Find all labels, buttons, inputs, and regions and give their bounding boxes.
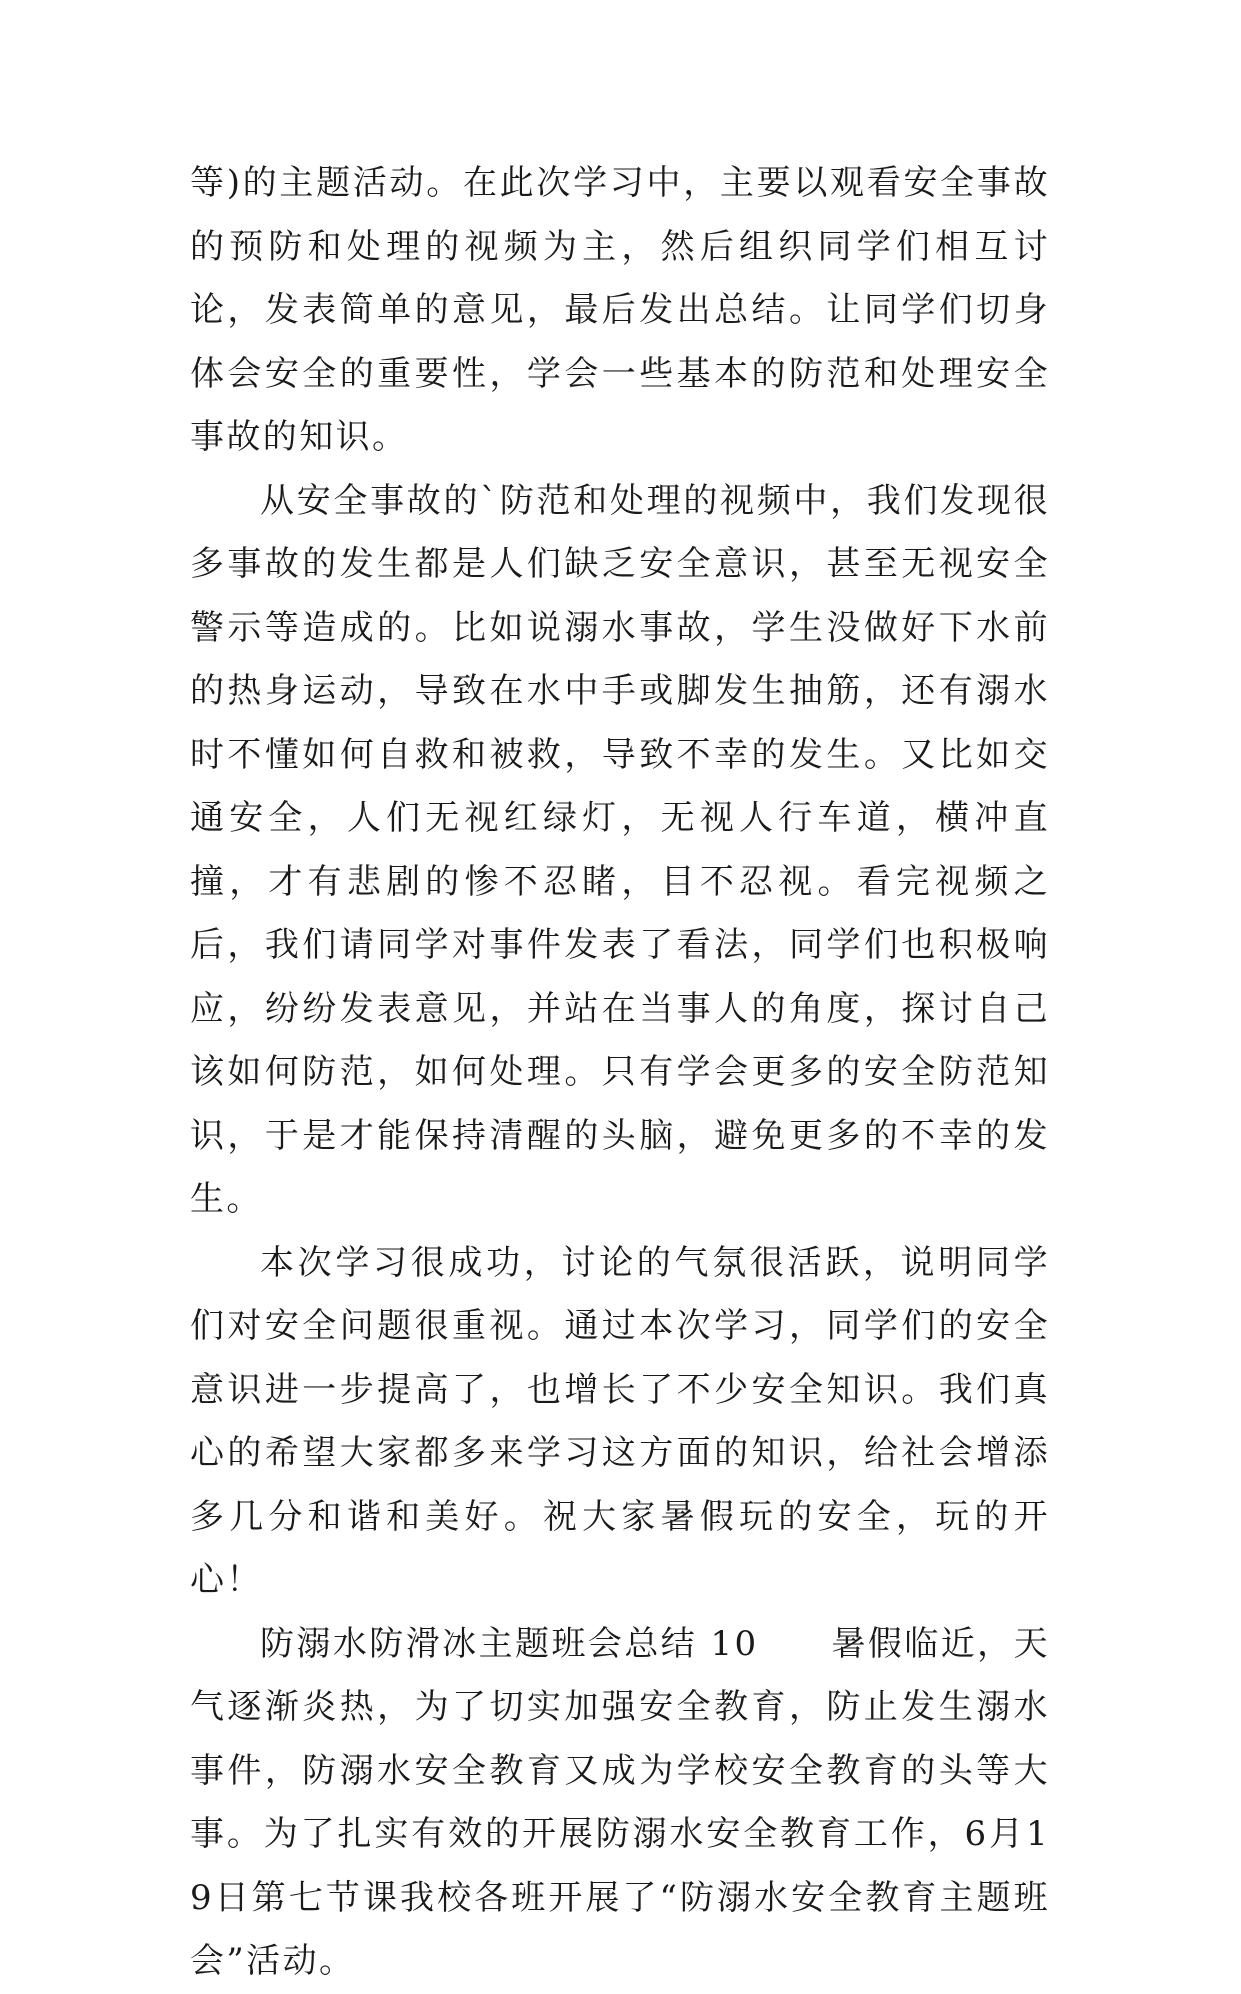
paragraph-1: 等)的主题活动。在此次学习中，主要以观看安全事故的预防和处理的视频为主，然后组织同学们相互讨论，发表简单的意见，最后发出总结。让同学们切身体会安全的重要性，学会一些基本的防范和处理安全事故的知识。 xyxy=(190,163,1050,457)
paragraph-4: 防溺水防滑冰主题班会总结 10 暑假临近，天气逐渐炎热，为了切实加强安全教育，防止发生溺水事件，防溺水安全教育又成为学校安全教育的头等大事。为了扎实有效的开展防溺水安全教育工作，6月19日第七节课我校各班开展了“防溺水安全教育主题班会”活动。 xyxy=(190,1623,1050,1981)
paragraph-2: 从安全事故的`防范和处理的视频中，我们发现很多事故的发生都是人们缺乏安全意识，甚至无视安全警示等造成的。比如说溺水事故，学生没做好下水前的热身运动，导致在水中手或脚发生抽筋，还有溺水时不懂如何自救和被救，导致不幸的发生。又比如交通安全，人们无视红绿灯，无视人行车道，横冲直撞，才有悲剧的惨不忍睹，目不忍视。看完视频之后，我们请同学对事件发表了看法，同学们也积极响应，纷纷发表意见，并站在当事人的角度，探讨自己该如何防范，如何处理。只有学会更多的安全防范知识，于是才能保持清醒的头脑，避免更多的不幸的发生。 xyxy=(190,480,1050,1219)
paragraph-3: 本次学习很成功，讨论的气氛很活跃，说明同学们对安全问题很重视。通过本次学习，同学们的安全意识进一步提高了，也增长了不少安全知识。我们真心的希望大家都多来学习这方面的知识，给社会增添多几分和谐和美好。祝大家暑假玩的安全，玩的开心！ xyxy=(190,1242,1050,1600)
document-body xyxy=(190,152,1050,1994)
